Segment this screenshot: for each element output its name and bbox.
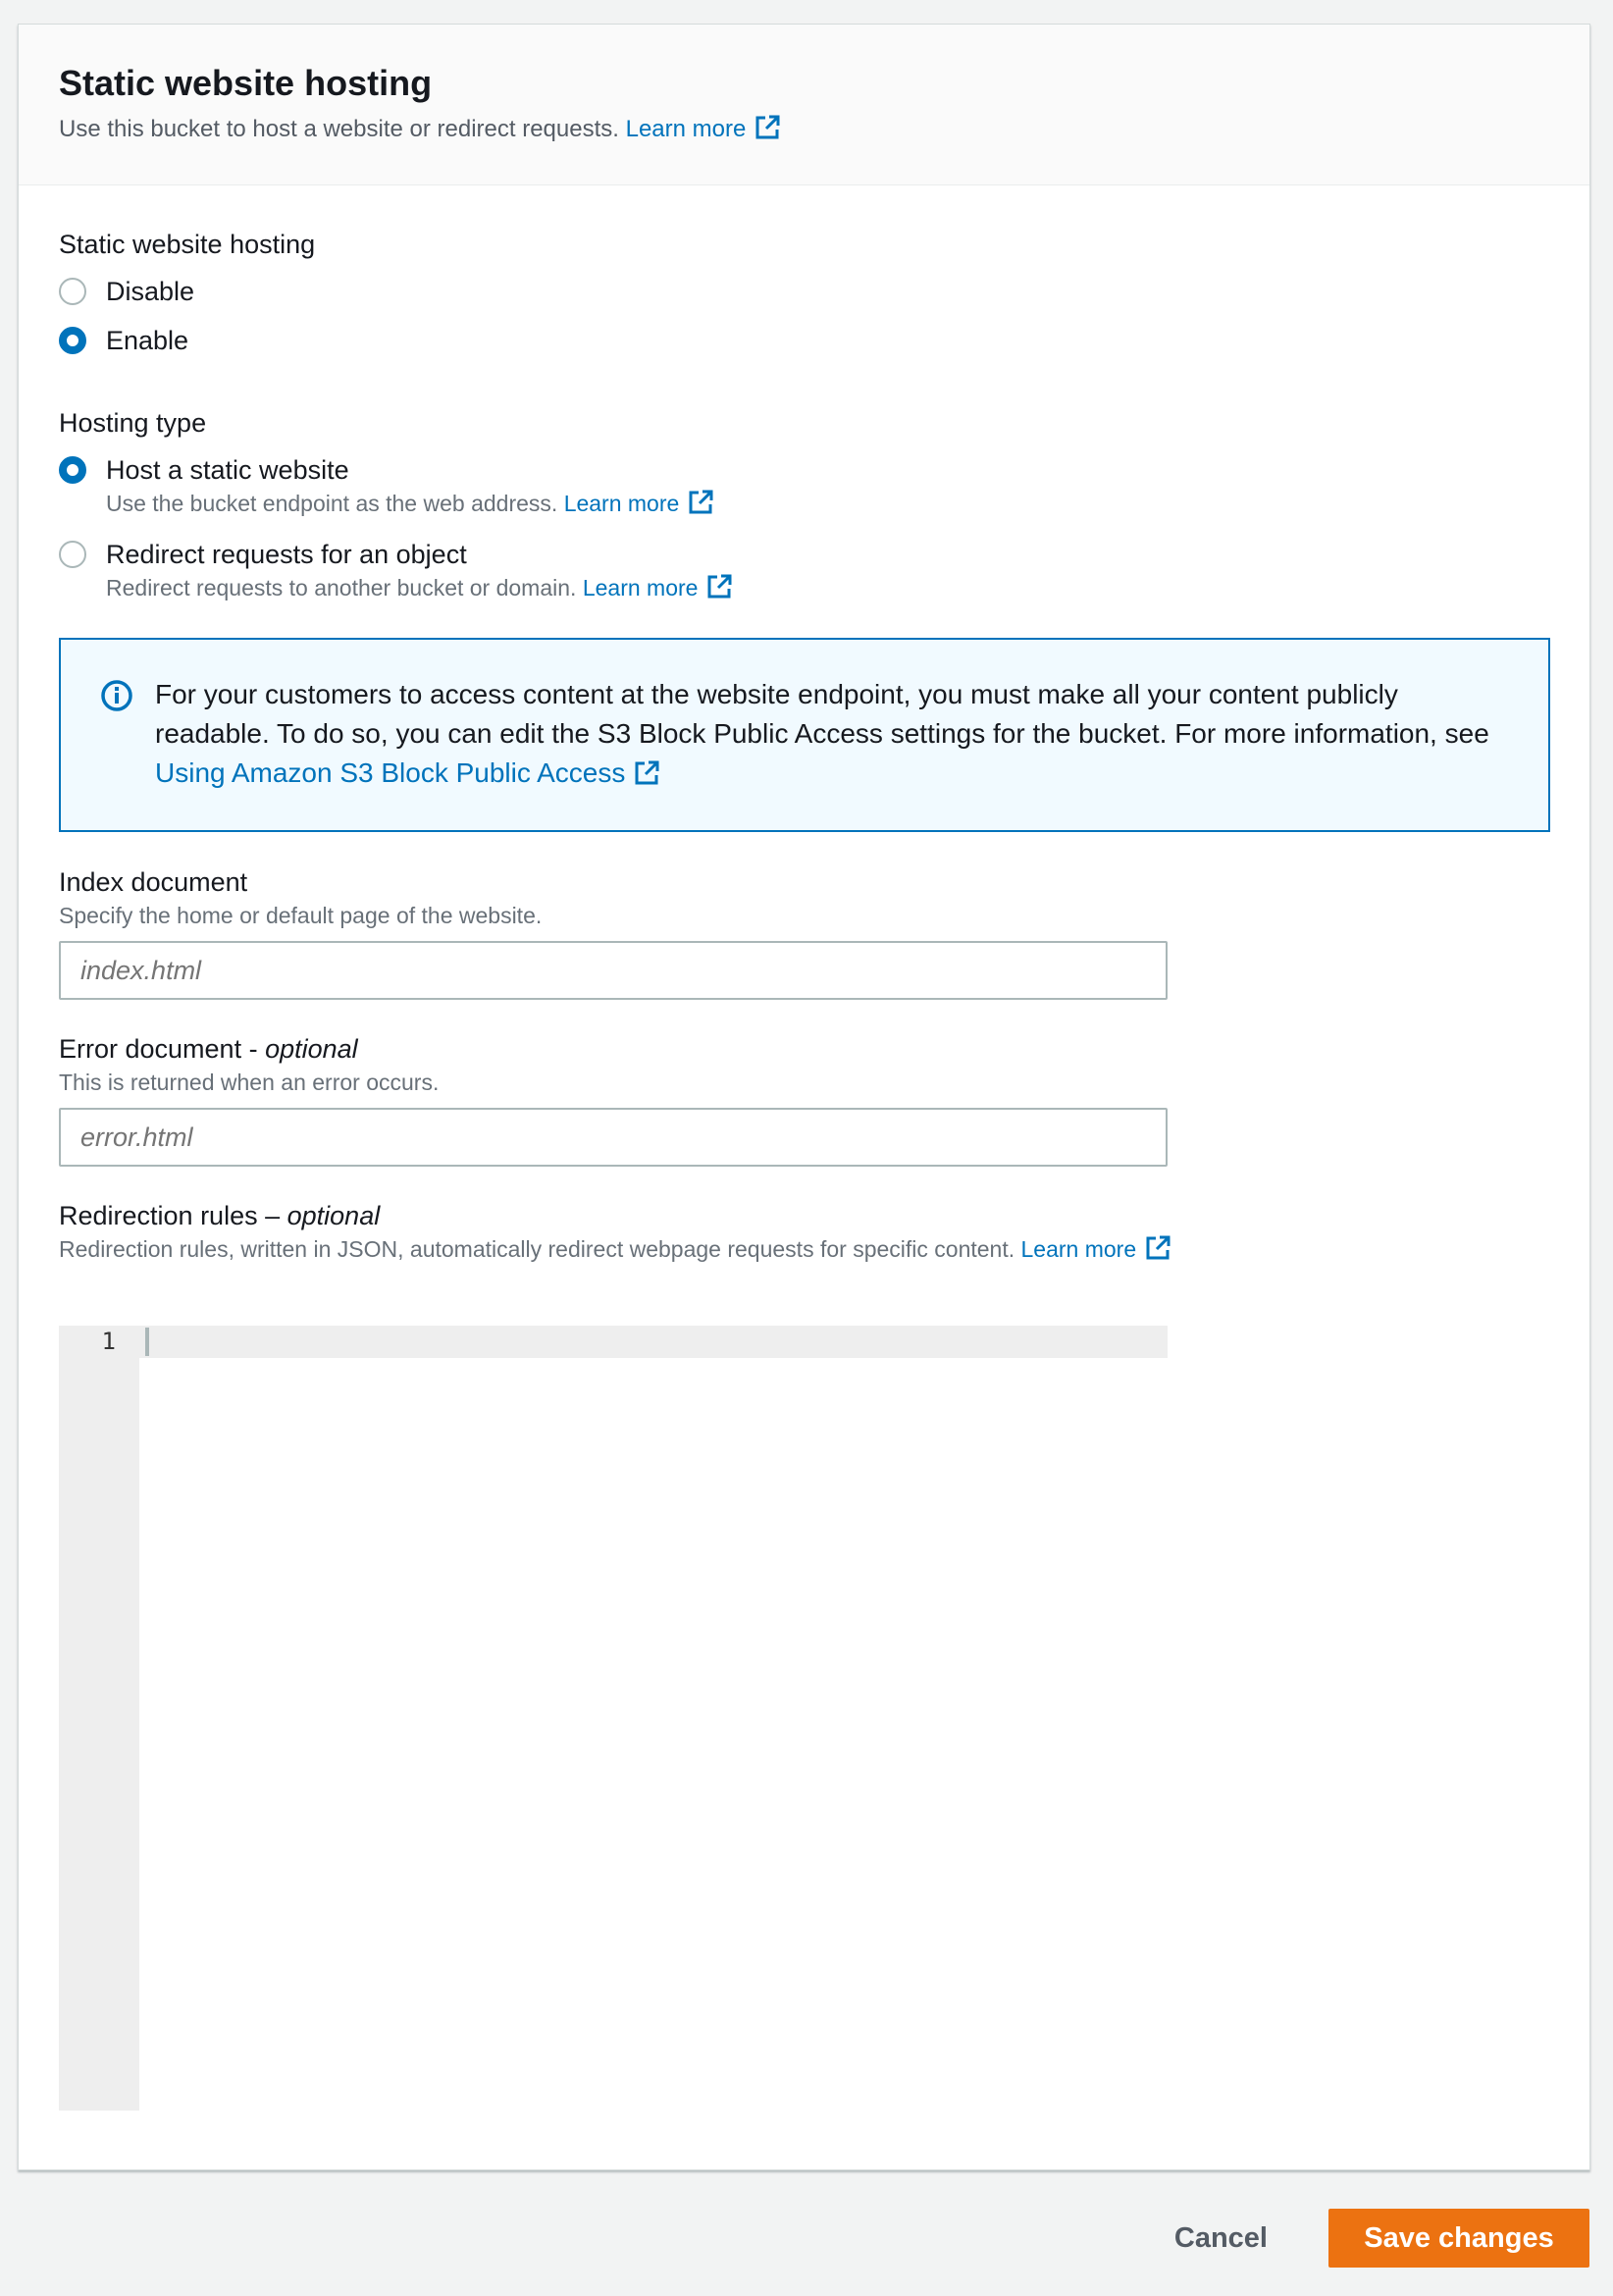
error-document-description: This is returned when an error occurs. [59,1070,440,1095]
hosting-radio-group [59,227,315,358]
optional-tag: optional [286,1201,381,1230]
external-link-icon [754,114,781,141]
error-document-label-text: Error document - [59,1034,266,1064]
index-document-input[interactable] [59,941,1168,1000]
cancel-button[interactable]: Cancel [1145,2222,1297,2255]
external-link-icon [705,573,733,600]
radio-redirect-requests-description [106,572,733,603]
learn-more-label: Learn more [625,116,747,142]
redirection-rules-desc-text: Redirection rules, written in JSON, automatically redirect webpage requests for specific content. [59,1236,1015,1262]
redirection-rules-label [59,1198,1171,1233]
info-text [155,675,1509,830]
hosting-type-label: Hosting type [59,408,207,438]
learn-more-link[interactable] [626,116,782,142]
line-number: 1 [101,1328,116,1355]
radio-disable[interactable] [59,274,315,309]
redirection-rules-field [59,1198,1171,1265]
error-document-label [59,1031,1168,1067]
redirection-rules-label-text: Redirection rules – [59,1201,287,1230]
radio-disable-control[interactable] [59,278,86,305]
radio-enable[interactable] [59,323,315,358]
panel-description-text: Use this bucket to host a website or redirect requests. [59,116,619,142]
external-link-icon [687,489,714,516]
error-document-field [59,1031,1168,1167]
optional-tag: optional [265,1034,358,1064]
hosting-label: Static website hosting [59,230,316,259]
editor-cursor [145,1328,149,1356]
index-document-label: Index document [59,867,248,897]
panel-description [59,113,1549,146]
redirect-desc-text: Redirect requests to another bucket or domain. [106,575,577,600]
radio-host-static-website-control[interactable] [59,456,86,484]
host-static-desc-text: Use the bucket endpoint as the web address. [106,491,558,516]
learn-more-label: Learn more [563,491,680,516]
block-public-access-link[interactable] [155,757,660,788]
radio-redirect-requests-label: Redirect requests for an object [106,540,467,569]
radio-disable-label: Disable [106,277,195,306]
learn-more-link[interactable] [583,575,734,600]
form-actions [1145,2209,1589,2268]
radio-enable-control[interactable] [59,327,86,354]
learn-more-label: Learn more [1020,1236,1137,1262]
redirection-rules-description [59,1233,1171,1265]
external-link-icon [633,759,660,787]
external-link-icon [1144,1234,1171,1262]
panel-title: Static website hosting [59,63,433,103]
info-icon [100,679,133,712]
json-code-editor[interactable] [59,1326,1168,2111]
radio-enable-label: Enable [106,326,189,355]
radio-redirect-requests-control[interactable] [59,541,86,568]
block-public-access-label: Using Amazon S3 Block Public Access [155,757,626,788]
hosting-type-radio-group [59,405,733,603]
learn-more-link[interactable] [564,491,715,516]
index-document-field [59,864,1168,1000]
radio-host-static-website[interactable] [59,452,733,519]
save-changes-button[interactable]: Save changes [1328,2209,1589,2268]
radio-host-static-website-description [106,488,714,519]
info-alert [59,638,1550,832]
learn-more-label: Learn more [582,575,699,600]
learn-more-link[interactable] [1021,1236,1172,1262]
editor-active-line[interactable] [59,1326,1168,1358]
editor-gutter [59,1326,139,2111]
index-document-description: Specify the home or default page of the website. [59,903,543,928]
static-website-hosting-panel [18,24,1590,2170]
radio-host-static-website-label: Host a static website [106,455,349,485]
panel-header [19,25,1589,185]
radio-redirect-requests[interactable] [59,537,733,603]
error-document-input[interactable] [59,1108,1168,1167]
info-message: For your customers to access content at the website endpoint, you must make all your content publicly readable. To do so, you can edit the S3 Block Public Access settings for the bucket. For more information, see [155,679,1489,749]
